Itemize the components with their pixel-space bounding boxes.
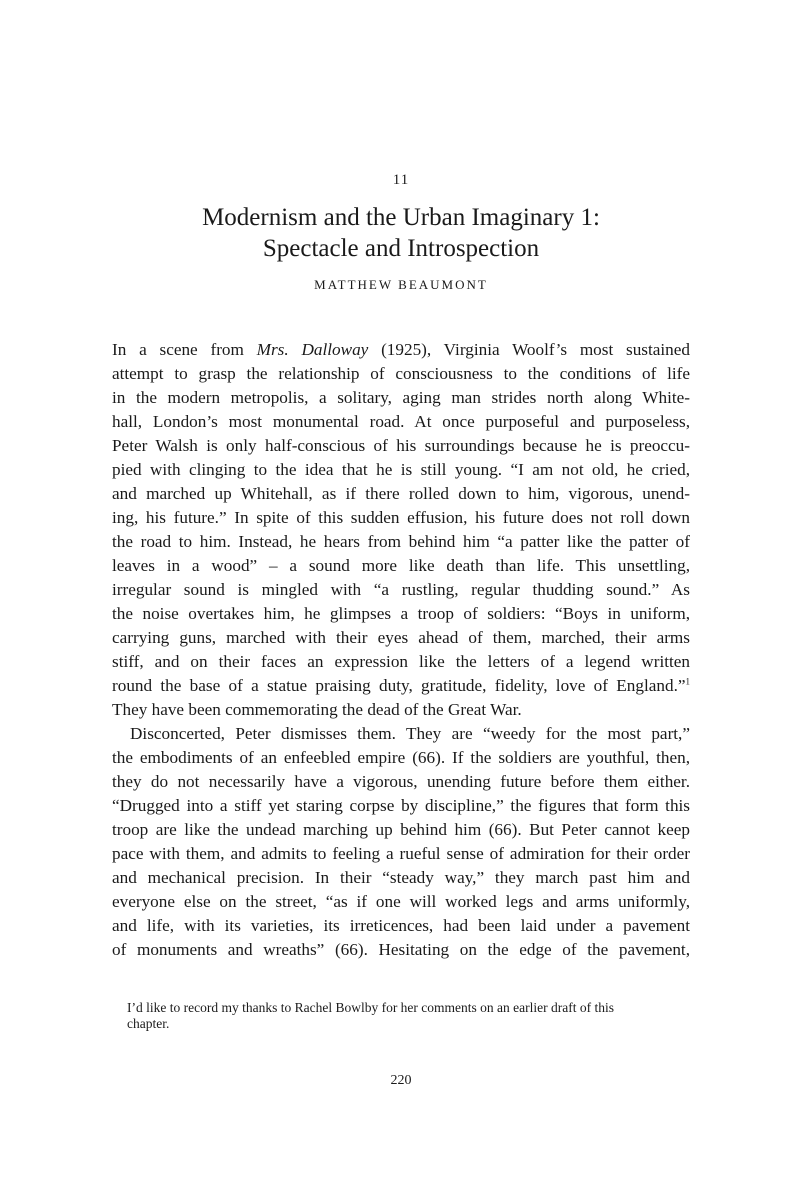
chapter-title <box>0 202 802 264</box>
chapter-title-line-1: Modernism and the Urban Imaginary 1: <box>202 204 600 231</box>
page-number: 220 <box>390 1073 412 1088</box>
body-line: and life, with its varieties, its irreticences, had been laid under a pavement <box>112 916 690 935</box>
chapter-author: MATTHEW BEAUMONT <box>314 277 488 292</box>
body-line: pace with them, and admits to feeling a rueful sense of admiration for their order <box>112 844 690 863</box>
body-line: the noise overtakes him, he glimpses a troop of soldiers: “Boys in uniform, <box>112 604 690 623</box>
book-title-italic: Mrs. Dalloway <box>256 340 369 359</box>
body-text-run: In a scene from <box>112 340 257 359</box>
body-line: Peter Walsh is only half-conscious of his surroundings because he is preoccu- <box>112 436 690 455</box>
body-line: carrying guns, marched with their eyes ahead of them, marched, their arms <box>112 628 690 647</box>
footnote-line: chapter. <box>127 1016 170 1031</box>
body-line: troop are like the undead marching up behind him (66). But Peter cannot keep <box>112 820 690 839</box>
body-line: irregular sound is mingled with “a rustling, regular thudding sound.” As <box>112 580 690 599</box>
body-line: pied with clinging to the idea that he is still young. “I am not old, he cried, <box>112 460 690 479</box>
body-line: Disconcerted, Peter dismisses them. They are “weedy for the most part,” <box>130 724 690 743</box>
body-line: of monuments and wreaths” (66). Hesitating on the edge of the pavement, <box>112 940 690 959</box>
chapter-title-line-2: Spectacle and Introspection <box>262 235 540 262</box>
body-line: ing, his future.” In spite of this sudden effusion, his future does not roll down <box>112 508 690 527</box>
footnote <box>127 1000 687 1032</box>
footnote-line: I’d like to record my thanks to Rachel Bowlby for her comments on an earlier draft of this <box>127 1000 614 1015</box>
body-line: and mechanical precision. In their “steady way,” they march past him and <box>112 868 690 887</box>
body-text-run: round the base of a statue praising duty, gratitude, fidelity, love of England.” <box>112 676 686 695</box>
body-line: attempt to grasp the relationship of consciousness to the conditions of life <box>112 364 690 383</box>
body-line: hall, London’s most monumental road. At once purposeful and purposeless, <box>112 412 690 431</box>
body-line <box>112 674 690 698</box>
body-line: the embodiments of an enfeebled empire (66). If the soldiers are youthful, then, <box>112 748 690 767</box>
chapter-number: 11 <box>392 172 410 188</box>
body-text <box>112 338 690 962</box>
body-line: leaves in a wood” – a sound more like death than life. This unsettling, <box>112 556 690 575</box>
body-line: and marched up Whitehall, as if there rolled down to him, vigorous, unend- <box>112 484 690 503</box>
footnote-reference[interactable]: 1 <box>685 676 690 687</box>
body-line: “Drugged into a stiff yet staring corpse by discipline,” the figures that form this <box>112 796 690 815</box>
body-line: in the modern metropolis, a solitary, aging man strides north along White- <box>112 388 690 407</box>
body-line: stiff, and on their faces an expression like the letters of a legend written <box>112 652 690 671</box>
body-line <box>112 338 690 362</box>
body-line: they do not necessarily have a vigorous, unending future before them either. <box>112 772 690 791</box>
body-line: everyone else on the street, “as if one will worked legs and arms uniformly, <box>112 892 690 911</box>
body-text-run: (1925), Virginia Woolf’s most sustained <box>368 340 690 359</box>
body-line: the road to him. Instead, he hears from behind him “a patter like the patter of <box>112 532 690 551</box>
body-line: They have been commemorating the dead of the Great War. <box>112 700 522 719</box>
